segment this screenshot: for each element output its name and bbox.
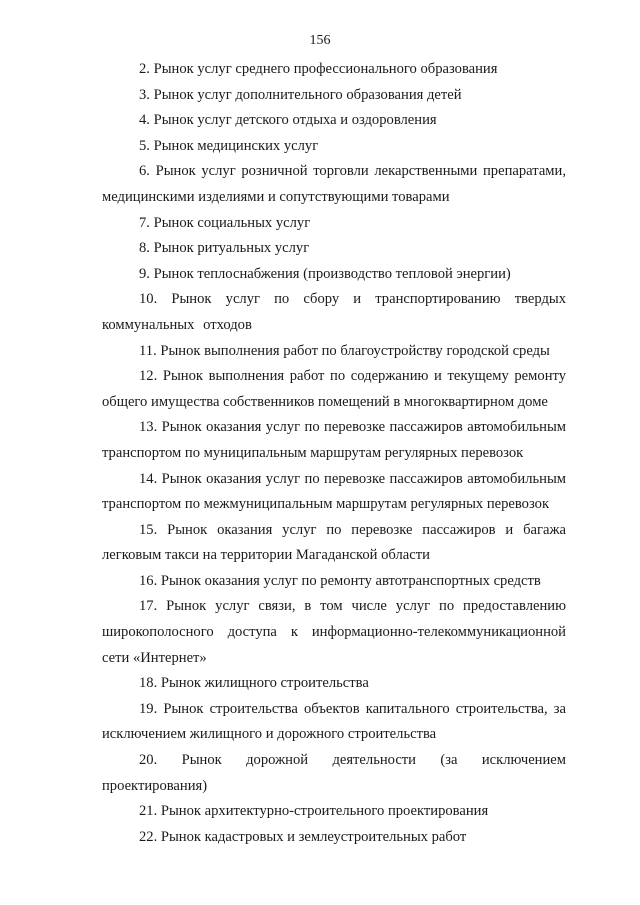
page-number: 156: [309, 33, 331, 48]
list-item: 20. Рынок дорожной деятельности (за исключением проектирования): [102, 752, 566, 794]
list-item: 17. Рынок услуг связи, в том числе услуг по предоставлению широкополосного доступа к информационно-телекоммуникационной сети «Интернет»: [102, 598, 566, 666]
market-list: [102, 57, 566, 850]
list-item: 22. Рынок кадастровых и землеустроительных работ: [139, 828, 467, 845]
list-item: 9. Рынок теплоснабжения (производство тепловой энергии): [139, 265, 511, 282]
list-item: 18. Рынок жилищного строительства: [139, 675, 369, 692]
list-item: 16. Рынок оказания услуг по ремонту автотранспортных средств: [139, 572, 541, 589]
list-item: 2. Рынок услуг среднего профессионального образования: [139, 61, 498, 77]
list-item: 4. Рынок услуг детского отдыха и оздоровления: [139, 112, 437, 129]
list-item: 12. Рынок выполнения работ по содержанию и текущему ремонту общего имущества собственников помещений в многоквартирном доме: [102, 368, 566, 410]
list-item: 14. Рынок оказания услуг по перевозке пассажиров автомобильным транспортом по межмуниципальным маршрутам регулярных перевозок: [102, 470, 566, 513]
list-item: 10. Рынок услуг по сбору и транспортированию твердых коммунальных отходов: [102, 291, 566, 333]
list-item: 6. Рынок услуг розничной торговли лекарственными препаратами, медицинскими изделиями и сопутствующими товарами: [102, 163, 566, 205]
list-item: 7. Рынок социальных услуг: [139, 214, 311, 231]
list-item: 8. Рынок ритуальных услуг: [139, 240, 310, 257]
list-item: 21. Рынок архитектурно-строительного проектирования: [139, 803, 489, 820]
list-item: 19. Рынок строительства объектов капитального строительства, за исключением жилищного и дорожного строительства: [102, 700, 566, 743]
list-item: 3. Рынок услуг дополнительного образования детей: [139, 86, 462, 103]
list-item: 15. Рынок оказания услуг по перевозке пассажиров и багажа легковым такси на территории Магаданской области: [102, 521, 566, 564]
list-item: 11. Рынок выполнения работ по благоустройству городской среды: [139, 342, 550, 359]
list-item: 13. Рынок оказания услуг по перевозке пассажиров автомобильным транспортом по муниципальным маршрутам регулярных перевозок: [102, 419, 566, 461]
list-item: 5. Рынок медицинских услуг: [139, 137, 319, 154]
